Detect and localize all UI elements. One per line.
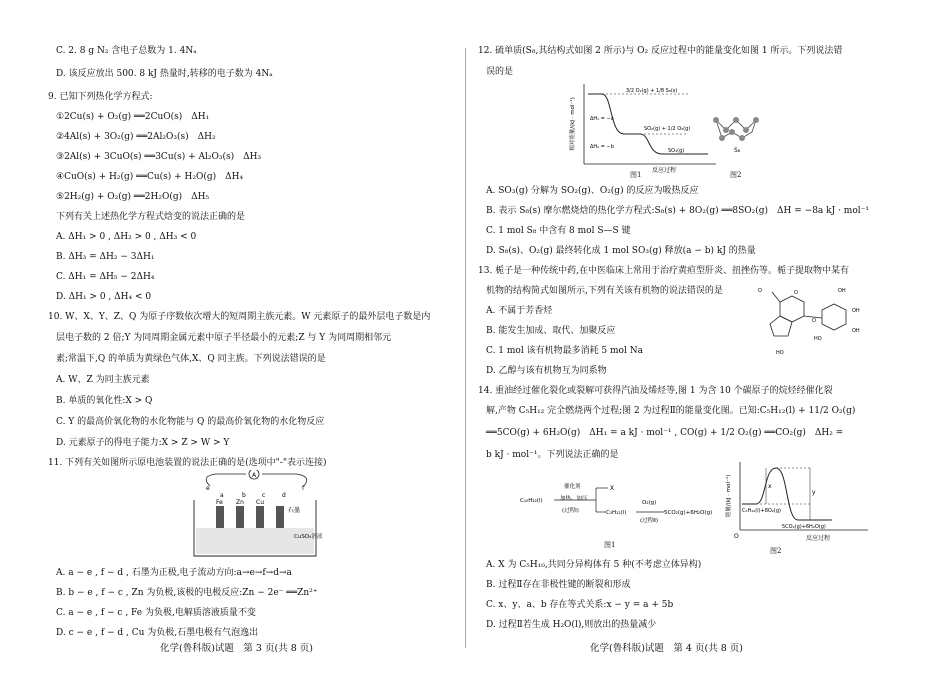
ho-1: HO [814,336,822,342]
q12-energy-diagram [568,80,718,175]
q14-option-a: A. X 为 C₅H₁₀,共同分异构体有 5 种(不考虑立体异构) [486,560,702,570]
sugar-ring [822,304,846,330]
ester-o: O [758,288,762,294]
x-label: x [768,483,772,490]
q9-eq4: ④CuO(s) + H₂(g) ══Cu(s) + H₂O(g) ΔH₄ [56,172,244,182]
q12-option-c: C. 1 mol S₈ 中含有 8 mol S—S 键 [486,226,631,236]
s8-structure [710,108,766,156]
dh2-label: ΔH₂ = −b [590,144,614,150]
bottom-species: SO₃(g) [668,148,685,154]
q13-option-b: B. 能发生加成、取代、加聚反应 [486,326,616,336]
q13-stem-1: 13. 栀子是一种传统中药,在中医临床上常用于治疗黄疸型肝炎、扭挫伤等。栀子提取物中某有 [478,266,850,276]
q11-option-a: A. a − e , f − d , 石墨为正极,电子流动方向:a→e→f→d→a [56,568,292,578]
flow-o2: O₂(g) [642,500,657,506]
q12-stem-2: 误的是 [486,67,514,77]
s-atom [739,135,745,141]
q10-option-a: A. W、Z 为同主族元素 [56,375,150,385]
s-atom [733,117,739,123]
ammeter-label: A [251,472,257,479]
q11-stem: 11. 下列有关如图所示原电池装置的说法正确的是(选项中"-"表示连接) [48,458,327,468]
y-label: y [812,489,816,496]
y-axis-label: 相对能量/(kJ · mol⁻¹) [570,97,576,151]
flow-reactant: C₁₀H₂₂(l) [520,498,543,504]
q10-option-d: D. 元素原子的得电子能力:X > Z > W > Y [56,438,230,448]
oh-2: OH [852,308,860,314]
wire-right [262,474,307,486]
q9-option-a: A. ΔH₁ > 0 , ΔH₂ > 0 , ΔH₃ < 0 [56,232,197,242]
s-atom [729,129,735,135]
q13-stem-2: 机物的结构简式如图所示,下列有关该有机物的说法错误的是 [486,286,723,296]
q12-stem-1: 12. 硫单质(S₈,其结构式如图 2 所示)与 O₂ 反应过程中的能量变化如图 1 所示。下列说法错 [478,46,843,56]
q12-fig2-caption: 图2 [730,171,742,179]
graphite-label: 石墨 [288,507,301,514]
flow-cond1: 催化剂 [564,484,581,490]
q13-option-a: A. 不属于芳香烃 [486,306,553,316]
q10-option-b: B. 单质的氧化性:X > Q [56,396,153,406]
origin-label: O [734,533,739,540]
q9-option-b: B. ΔH₃ = ΔH₂ − 3ΔH₁ [56,252,155,262]
link-o: O [812,318,816,324]
cu-label: Cu [256,499,264,506]
x-axis-label: 反应过程 [805,535,831,542]
q9-stem: 9. 已知下列热化学方程式: [48,92,153,102]
q9-question: 下列有关上述热化学方程式焓变的说法正确的是 [56,212,246,222]
product-label: 5CO₂(g)+6H₂O(g) [782,524,826,530]
q11-option-c: C. a − e , f − c , Fe 为负极,电解质溶液质量不变 [56,608,256,618]
q14-option-c: C. x、y、a、b 存在等式关系:x − y = a + 5b [486,600,674,610]
q14-option-b: B. 过程Ⅱ存在非极性键的断裂和形成 [486,580,631,590]
q10-option-c: C. Y 的最高价氧化物的水化物能与 Q 的最高价氧化物的水化物反应 [56,417,325,427]
ring-o: O [794,290,798,296]
dh1-label: ΔH₁ = −a [590,116,614,122]
solution-label: CuSO₄溶液 [294,534,323,540]
q13-option-d: D. 乙醇与该有机物互为同系物 [486,366,607,376]
q9-eq5: ⑤2H₂(g) + O₂(g) ══2H₂O(g) ΔH₅ [56,192,210,202]
column-divider [465,48,466,648]
q12-option-a: A. SO₃(g) 分解为 SO₂(g)、O₂(g) 的反应为吸热反应 [486,186,699,196]
reactant-label: C₅H₁₂(l)+8O₂(g) [742,508,781,514]
footer-page-4: 化学(鲁科版)试题 第 4 页(共 8 页) [590,643,743,654]
y-axis-label: 能量/(kJ · mol⁻¹) [726,474,732,518]
zn-label: Zn [236,499,244,506]
ring-2 [770,316,792,336]
oh-3: OH [852,328,860,334]
fe-label: Fe [216,499,223,506]
flow-proc2: (过程Ⅱ) [640,518,658,524]
q10-stem-1: 10. W、X、Y、Z、Q 为原子序数依次增大的短周期主族元素。W 元素原子的最外层电子数是内 [48,312,431,322]
flow-cond3: (过程Ⅰ) [562,508,579,514]
q9-eq2: ②4Al(s) + 3O₂(g) ══2Al₂O₃(s) ΔH₂ [56,132,216,142]
label-b: b [242,492,246,499]
label-d: d [282,492,286,499]
oh-1: OH [838,288,846,294]
ho-2: HO [776,350,784,356]
q14-stem-4: b kJ · mol⁻¹。下列说法正确的是 [486,450,619,460]
q10-stem-3: 素;常温下,Q 的单质为黄绿色气体,X、Q 同主族。下列说法错误的是 [56,354,326,364]
q9-option-c: C. ΔH₁ = ΔH₅ − 2ΔH₄ [56,272,155,282]
s-atom [713,117,719,123]
s-atom [743,127,749,133]
q11-option-b: B. b − e , f − c , Zn 为负极,该极的电极反应:Zn − 2e⁻ ══Zn²⁺ [56,588,318,598]
q8-option-c: C. 2. 8 g N₂ 含电子总数为 1. 4Nₐ [56,46,197,56]
galvanic-cell-figure [186,470,346,560]
q14-energy-diagram [722,460,872,542]
label-e: e [206,485,210,492]
q12-option-d: D. S₈(s)、O₂(g) 最终转化成 1 mol SO₃(g) 释放(a − b) kJ 的热量 [486,246,756,256]
mid-species: SO₂(g) + 1/2 O₂(g) [644,126,691,132]
footer-page-3: 化学(鲁科版)试题 第 3 页(共 8 页) [160,643,313,654]
q8-option-d: D. 该反应放出 500. 8 kJ 热量时,转移的电子数为 4Nₐ [56,69,273,79]
solution-fill [196,528,314,554]
s-atom [719,135,725,141]
s-atom [753,117,759,123]
q14-stem-3: ══5CO(g) + 6H₂O(g) ΔH₁ = a kJ · mol⁻¹ , CO(g) + 1/2 O₂(g) ══CO₂(g) ΔH₂ = [486,428,844,438]
q14-stem-1: 14. 重油经过催化裂化或裂解可获得汽油及烯烃等,图 1 为含 10 个碳原子的烷烃经催化裂 [478,386,833,396]
flow-c5h12: C₅H₁₂(l) [606,510,627,516]
x-axis-label: 反应过程 [651,167,677,174]
q12-fig1-caption: 图1 [630,171,642,179]
label-a: a [220,492,224,499]
s-atom [723,127,729,133]
q10-stem-2: 层电子数的 2 倍;Y 为同周期金属元素中原子半径最小的元素;Z 与 Y 为同周期相邻元 [56,333,392,343]
q9-eq1: ①2Cu(s) + O₂(g) ══2CuO(s) ΔH₁ [56,112,210,122]
wire-left [206,474,246,486]
label-f: f [302,485,305,492]
flow-product: 5CO₂(g)+6H₂O(g) [664,510,713,516]
q14-stem-2: 解,产物 C₅H₁₂ 完全燃烧两个过程;图 2 为过程Ⅱ的能量变化图。已知:C₅H₁₂(l) + 11/2 O₂(g) [486,406,856,416]
q14-fig1-caption: 图1 [604,541,616,549]
flow-x: X [610,485,615,492]
ester-bond [772,292,780,302]
top-species: 3/2 O₂(g) + 1/8 S₈(s) [626,88,678,94]
q13-option-c: C. 1 mol 该有机物最多消耗 5 mol Na [486,346,643,356]
flow-cond2: 加热、加压 [560,496,588,502]
q12-option-b: B. 表示 S₈(s) 摩尔燃烧焓的热化学方程式:S₈(s) + 8O₂(g) ══8SO₂(g) ΔH = −8a kJ · mol⁻¹ [486,206,869,216]
q13-molecule-structure [754,282,874,362]
q14-option-d: D. 过程Ⅱ若生成 H₂O(l),则放出的热量减少 [486,620,657,630]
q9-eq3: ③2Al(s) + 3CuO(s) ══3Cu(s) + Al₂O₃(s) ΔH₃ [56,152,262,162]
q14-process-flow [518,470,718,530]
q9-option-d: D. ΔH₁ > 0 , ΔH₄ < 0 [56,292,152,302]
s8-label: S₈ [734,147,741,154]
label-c: c [262,492,266,499]
q11-option-d: D. c − e , f − d , Cu 为负极,石墨电极有气泡逸出 [56,628,259,638]
q14-fig2-caption: 图2 [770,547,782,555]
